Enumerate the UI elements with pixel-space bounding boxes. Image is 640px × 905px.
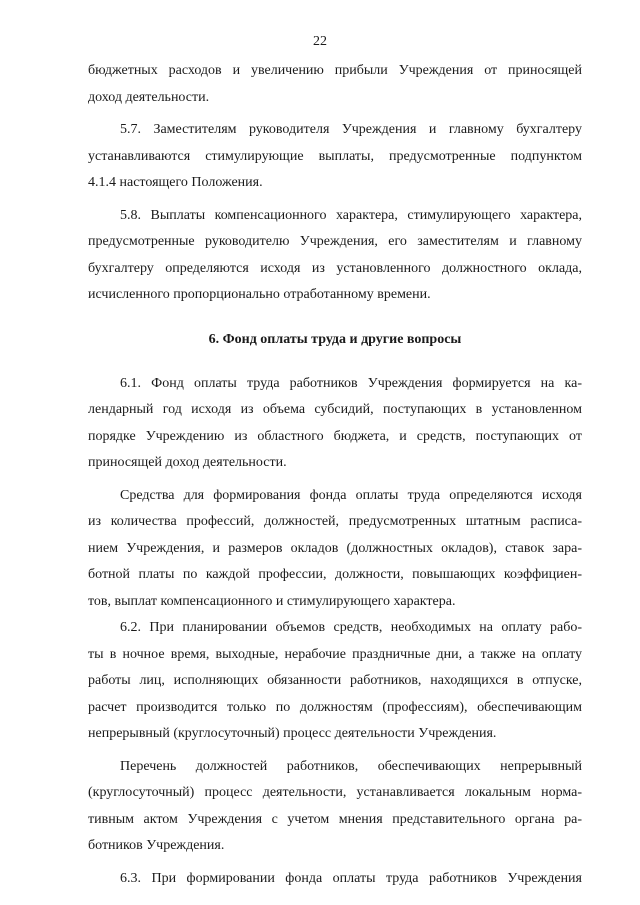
section-heading: 6. Фонд оплаты труда и другие вопросы <box>208 331 462 347</box>
text-line: бюджетных расходов и увеличению прибыли Учреждения от приносящей <box>88 63 582 78</box>
paragraph-6-3 <box>88 866 582 893</box>
document-body <box>88 58 582 892</box>
text-line: исчисленного пропорционально отработанному времени. <box>88 287 431 302</box>
page-number: 22 <box>313 34 327 49</box>
text-line: Перечень должностей работников, обеспечивающих непрерывный <box>120 758 582 774</box>
text-line: устанавливаются стимулирующие выплаты, предусмотренные подпунктом <box>88 148 582 164</box>
text-line: расчет производится только по должностям (профессиям), обеспечивающим <box>88 699 582 715</box>
paragraph-6-2 <box>88 615 582 748</box>
paragraph-funding-means <box>88 483 582 616</box>
text-line: Средства для формирования фонда оплаты труда определяются исходя <box>120 487 582 503</box>
text-line: 6.2. При планировании объемов средств, необходимых на оплату рабо- <box>120 620 582 635</box>
text-line: (круглосуточный) процесс деятельности, устанавливается локальным норма- <box>88 785 582 800</box>
text-line: работы лиц, исполняющих обязанности работников, находящихся в отпуске, <box>88 673 582 688</box>
text-line: 5.7. Заместителям руководителя Учреждения и главному бухгалтеру <box>120 122 582 137</box>
text-line: порядке Учреждению из областного бюджета, и средств, поступающих от <box>88 428 582 444</box>
text-line: непрерывный (круглосуточный) процесс деятельности Учреждения. <box>88 726 497 741</box>
text-line: 6.1. Фонд оплаты труда работников Учреждения формируется на ка- <box>120 375 582 391</box>
text-line: приносящей доход деятельности. <box>88 455 287 470</box>
text-line: 6.3. При формировании фонда оплаты труда работников Учреждения <box>120 870 582 886</box>
paragraph-6-1 <box>88 371 582 477</box>
paragraph-continuation <box>88 58 582 111</box>
text-line: тивным актом Учреждения с учетом мнения представительного органа ра- <box>88 811 582 827</box>
text-line: тов, выплат компенсационного и стимулирующего характера. <box>88 593 456 609</box>
paragraph-5-8 <box>88 203 582 309</box>
text-line: ты в ночное время, выходные, нерабочие праздничные дни, а также на оплату <box>88 646 582 662</box>
text-line: доход деятельности. <box>88 89 210 105</box>
text-line: из количества профессий, должностей, предусмотренных штатным расписа- <box>88 514 582 529</box>
text-line: 4.1.4 настоящего Положения. <box>88 175 263 190</box>
text-line: бухгалтеру определяются исходя из установленного должностного оклада, <box>88 260 582 276</box>
text-line: 5.8. Выплаты компенсационного характера, стимулирующего характера, <box>120 207 582 223</box>
paragraph-positions-list <box>88 754 582 860</box>
text-line: ботников Учреждения. <box>88 838 225 853</box>
text-line: предусмотренные руководителю Учреждения, его заместителям и главному <box>88 234 582 249</box>
text-line: лендарный год исходя из объема субсидий, поступающих в установленном <box>88 402 582 417</box>
text-line: ботной платы по каждой профессии, должности, повышающих коэффициен- <box>88 567 582 582</box>
text-line: нием Учреждения, и размеров окладов (должностных окладов), ставок зара- <box>88 540 582 556</box>
paragraph-5-7 <box>88 117 582 197</box>
